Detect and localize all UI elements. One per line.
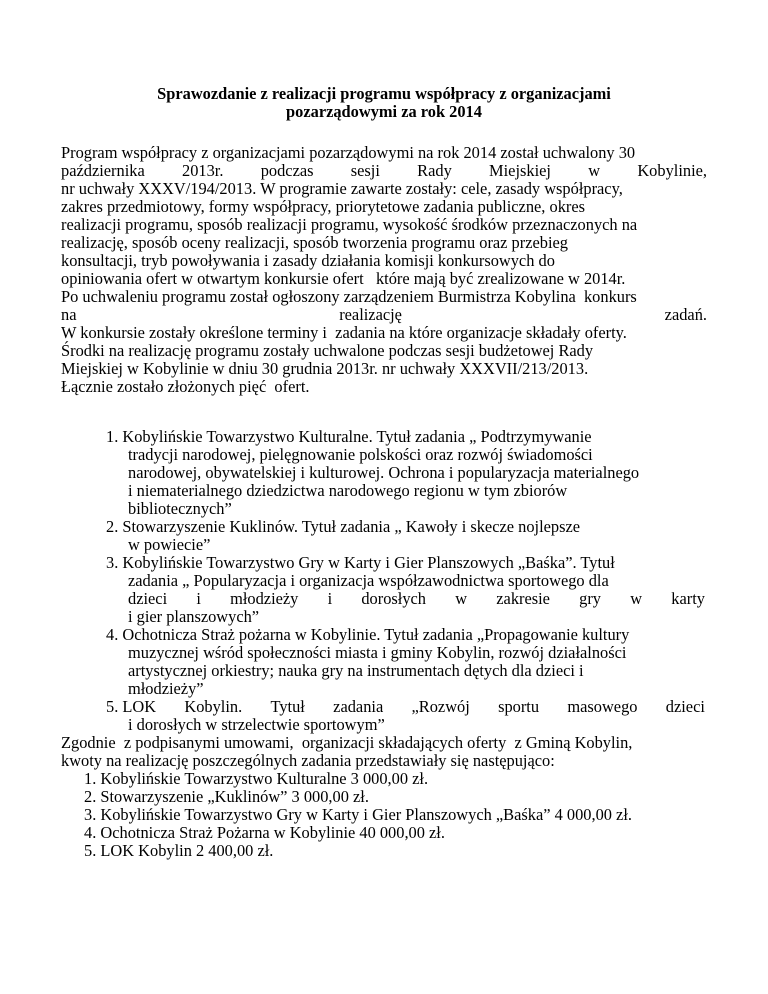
word: na xyxy=(61,305,77,324)
offer-line: bibliotecznych” xyxy=(128,499,232,518)
offer-line: i gier planszowych” xyxy=(128,607,260,626)
word: Rady xyxy=(417,161,452,180)
word: karty xyxy=(671,589,705,608)
word: w xyxy=(455,589,468,608)
intro-line: W konkursie zostały określone terminy i zadania na które organizacje składały oferty. xyxy=(61,323,627,342)
word: Miejskiej xyxy=(489,161,551,180)
word: 5. LOK xyxy=(106,697,157,716)
amount-item: 4. Ochotnicza Straż Pożarna w Kobylinie 40 000,00 zł. xyxy=(84,823,445,842)
offer-item-justified xyxy=(106,698,705,716)
intro-line: zakres przedmiotowy, formy współpracy, priorytetowe zadania publiczne, okres xyxy=(61,197,586,216)
word: w xyxy=(588,161,601,180)
word: masowego xyxy=(567,697,638,716)
summary-line: Zgodnie z podpisanymi umowami, organizacji składających oferty z Gminą Kobylin, xyxy=(61,733,633,752)
amount-item: 5. LOK Kobylin 2 400,00 zł. xyxy=(84,841,274,860)
offer-line: muzycznej wśród społeczności miasta i gminy Kobylin, rozwój działalności xyxy=(128,643,627,662)
offer-line-justified xyxy=(128,590,705,608)
word: Kobylin. xyxy=(184,697,243,716)
word: dzieci xyxy=(665,697,705,716)
intro-line: Po uchwaleniu programu został ogłoszony zarządzeniem Burmistrza Kobylina konkurs xyxy=(61,287,637,306)
word: sesji xyxy=(350,161,380,180)
offer-item: 2. Stowarzyszenie Kuklinów. Tytuł zadania „ Kawoły i skecze nojlepsze xyxy=(106,517,581,536)
word: „Rozwój xyxy=(411,697,470,716)
word: zakresie xyxy=(496,589,550,608)
word: gry xyxy=(579,589,602,608)
intro-line: realizacji programu, sposób realizacji programu, wysokość środków przeznaczonych na xyxy=(61,215,638,234)
offer-line: artystycznej orkiestry; nauka gry na instrumentach dętych dla dzieci i xyxy=(128,661,584,680)
amount-item: 2. Stowarzyszenie „Kuklinów” 3 000,00 zł. xyxy=(84,787,369,806)
offer-line: w powiecie” xyxy=(128,535,211,554)
word: realizację xyxy=(339,305,402,324)
document-title-line-1: Sprawozdanie z realizacji programu współpracy z organizacjami xyxy=(157,84,611,103)
word: sportu xyxy=(498,697,540,716)
intro-line: opiniowania ofert w otwartym konkursie ofert które mają być zrealizowane w 2014r. xyxy=(61,269,626,288)
word: podczas xyxy=(260,161,314,180)
intro-line: konsultacji, tryb powoływania i zasady działania komisji konkursowych do xyxy=(61,251,555,270)
word: zadań. xyxy=(664,305,707,324)
offer-line: zadania „ Popularyzacja i organizacja współzawodnictwa sportowego dla xyxy=(128,571,609,590)
intro-line: realizację, sposób oceny realizacji, sposób tworzenia programu oraz przebieg xyxy=(61,233,568,252)
intro-line: Łącznie zostało złożonych pięć ofert. xyxy=(61,377,310,396)
summary-line: kwoty na realizację poszczególnych zadania przedstawiały się następująco: xyxy=(61,751,555,770)
word: dorosłych xyxy=(361,589,427,608)
word: zadania xyxy=(333,697,384,716)
intro-line: Program współpracy z organizacjami pozarządowymi na rok 2014 został uchwalony 30 xyxy=(61,143,636,162)
word: w xyxy=(630,589,643,608)
intro-line: Miejskiej w Kobylinie w dniu 30 grudnia 2013r. nr uchwały XXXVII/213/2013. xyxy=(61,359,589,378)
offer-line: i dorosłych w strzelectwie sportowym” xyxy=(128,715,385,734)
document-title-line-2: pozarządowymi za rok 2014 xyxy=(286,102,482,121)
word: Tytuł xyxy=(270,697,305,716)
intro-line: Środki na realizację programu zostały uchwalone podczas sesji budżetowej Rady xyxy=(61,341,594,360)
word: młodzieży xyxy=(230,589,299,608)
word: Kobylinie, xyxy=(637,161,707,180)
word: i xyxy=(196,589,201,608)
intro-line-justified xyxy=(61,306,707,324)
offer-line: narodowej, obywatelskiej i kulturowej. Ochrona i popularyzacja materialnego xyxy=(128,463,640,482)
word: i xyxy=(327,589,333,608)
offer-line: i niematerialnego dziedzictwa narodowego regionu w tym zbiorów xyxy=(128,481,568,500)
word: 2013r. xyxy=(182,161,224,180)
word: października xyxy=(61,161,145,180)
word: dzieci xyxy=(128,589,168,608)
offer-line: młodzieży” xyxy=(128,679,204,698)
offer-line: tradycji narodowej, pielęgnowanie polskości oraz rozwój świadomości xyxy=(128,445,593,464)
intro-line: nr uchwały XXXV/194/2013. W programie zawarte zostały: cele, zasady współpracy, xyxy=(61,179,623,198)
offer-item: 4. Ochotnicza Straż pożarna w Kobylinie. Tytuł zadania „Propagowanie kultury xyxy=(106,625,630,644)
intro-line-justified xyxy=(61,162,707,180)
offer-item: 3. Kobylińskie Towarzystwo Gry w Karty i Gier Planszowych „Baśka”. Tytuł xyxy=(106,553,615,572)
amount-item: 1. Kobylińskie Towarzystwo Kulturalne 3 000,00 zł. xyxy=(84,769,429,788)
amount-item: 3. Kobylińskie Towarzystwo Gry w Karty i Gier Planszowych „Baśka” 4 000,00 zł. xyxy=(84,805,632,824)
offer-item: 1. Kobylińskie Towarzystwo Kulturalne. Tytuł zadania „ Podtrzymywanie xyxy=(106,427,592,446)
